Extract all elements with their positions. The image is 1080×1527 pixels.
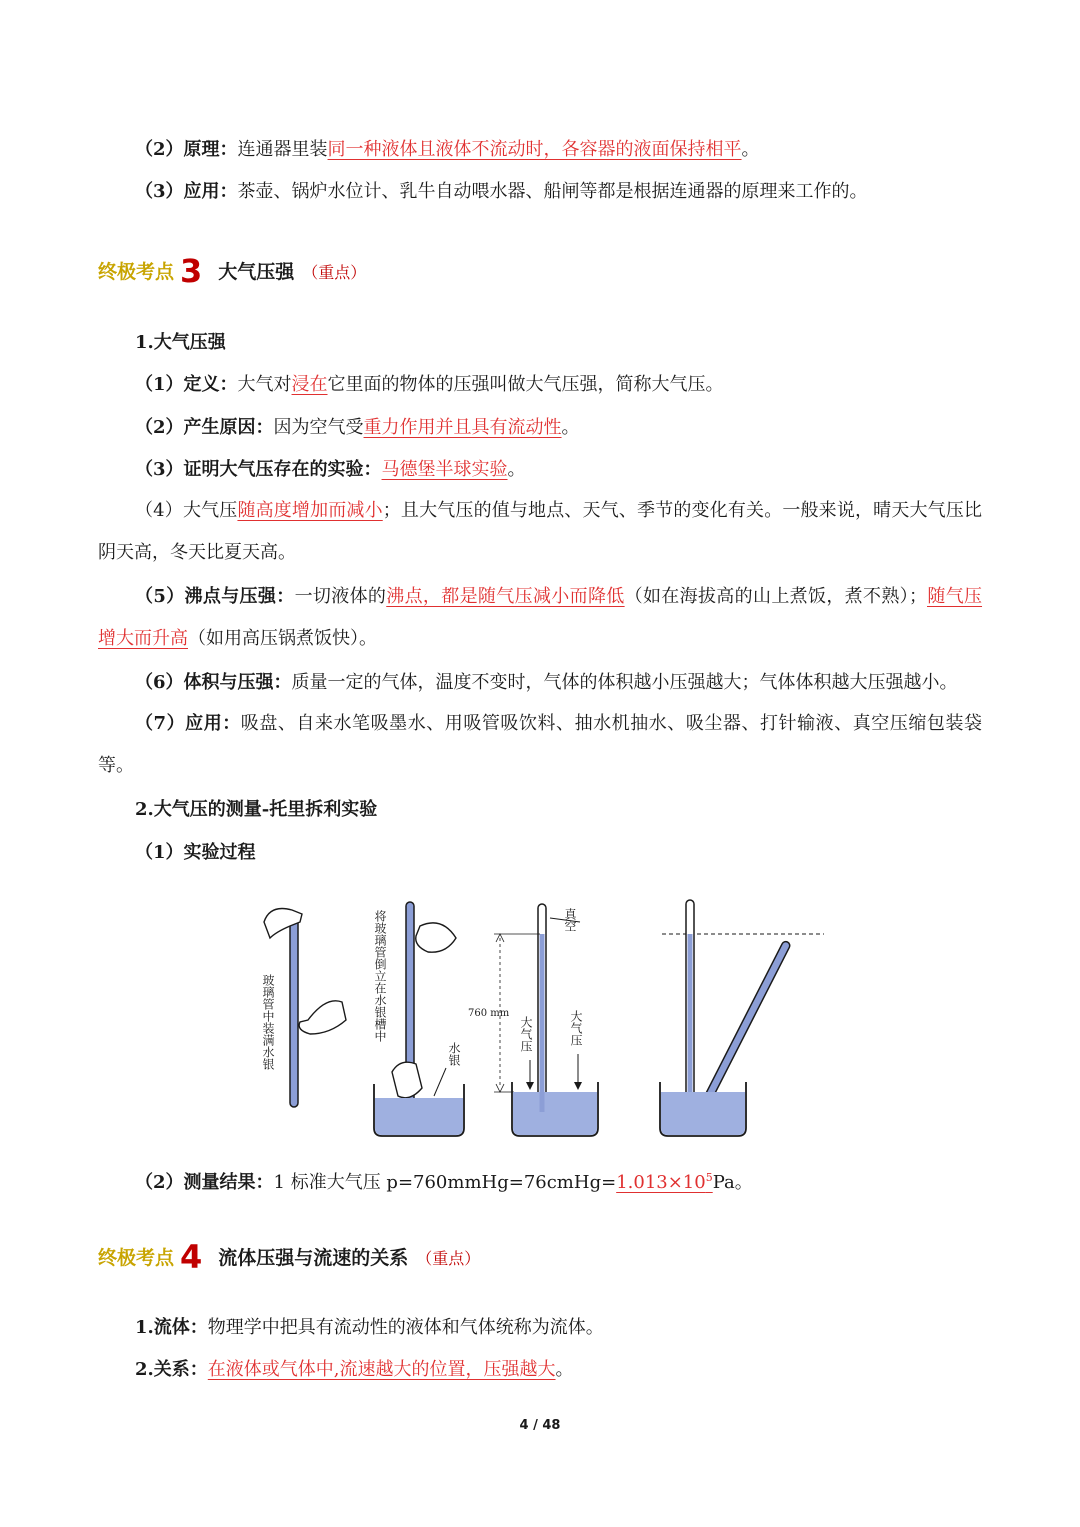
measurement-result (98, 1165, 982, 1196)
subheading-torricelli: 2.大气压的测量-托里拆利实验 (135, 799, 378, 820)
panel-measure (468, 904, 598, 1136)
definition-highlight: 浸在 (291, 374, 328, 395)
panel-fill (261, 909, 346, 1108)
section3-number: 3 (180, 252, 203, 290)
item-altitude (98, 490, 982, 574)
fluid-label: 1.流体： (135, 1317, 208, 1338)
vacuum-label: 真空 (563, 908, 577, 932)
section4-heading (98, 1234, 480, 1274)
tube-tilted-group (699, 940, 791, 1111)
section3-note: （重点） (302, 263, 367, 282)
altitude-highlight: 随高度增加而减小 (237, 500, 383, 521)
principle-line (98, 137, 982, 163)
boiling-highlight-2: 随气压增大而升高 (98, 586, 983, 649)
proof-post: 。 (507, 459, 526, 480)
panel-invert (373, 902, 464, 1136)
experiment-process-label: （1）实验过程 (135, 842, 256, 863)
result-post: Pa。 (712, 1172, 753, 1193)
cause-post: 。 (561, 417, 580, 438)
hand-upper-icon (416, 923, 456, 952)
fluid-definition (98, 1315, 982, 1341)
fluid-text: 物理学中把具有流动性的液体和气体统称为流体。 (207, 1317, 604, 1338)
mercury-4 (661, 1092, 745, 1135)
mercury-vertical (688, 934, 693, 1110)
result-exponent: 5 (705, 1171, 713, 1184)
section4-prefix: 终极考点 (98, 1247, 175, 1269)
tube-full (290, 912, 298, 1107)
altitude-post: ；且大气压的值与地点、天气、季节的变化有关。一般来说，晴天大气压比阴天高，冬天比夏天高。 (98, 500, 982, 563)
volume-label: （6）体积与压强： (135, 672, 292, 693)
boiling-mid: （如在海拔高的山上煮饭，煮不熟）； (624, 586, 928, 607)
uses-label: （7）应用： (135, 713, 241, 734)
section3-heading (98, 248, 366, 288)
mercury-column-bottom (540, 1092, 545, 1112)
item-volume (98, 670, 982, 696)
volume-text: 质量一定的气体，温度不变时，气体的体积越小压强越大；气体体积越大压强越小。 (291, 672, 958, 693)
definition-post: 它里面的物体的压强叫做大气压强，简称大气压。 (327, 374, 724, 395)
relation-post: 。 (555, 1359, 574, 1380)
mercury-label: 水银 (447, 1042, 461, 1066)
tube-tilted (699, 940, 791, 1111)
hand-bottom-icon (299, 1001, 346, 1034)
cause-pre: 因为空气受 (273, 417, 364, 438)
result-highlight (616, 1172, 713, 1193)
atm-arrowhead-right (574, 1082, 582, 1090)
definition-pre: 大气对 (237, 374, 292, 395)
principle-end: 。 (741, 139, 760, 160)
mercury-3 (513, 1092, 597, 1135)
cause-label: （2）产生原因： (135, 417, 274, 438)
proof-label: （3）证明大气压存在的实验： (135, 459, 382, 480)
page-number: 4 / 48 (519, 1418, 561, 1433)
definition-label: （1）定义： (135, 374, 238, 395)
uses-text: 吸盘、自来水笔吸墨水、用吸管吸饮料、抽水机抽水、吸尘器、打针输液、真空压缩包装袋等。 (98, 713, 982, 776)
boiling-post: （如用高压锅煮饭快）。 (188, 628, 377, 649)
subheading-atm: 1.大气压强 (135, 332, 226, 353)
hand-dip-icon (392, 1062, 422, 1098)
result-value: 1.013×10 (616, 1172, 706, 1193)
atm-label-right: 大气压 (569, 1010, 583, 1046)
application-label: （3）应用： (135, 181, 238, 202)
principle-label: （2）原理： (135, 139, 238, 160)
item-uses (98, 703, 982, 787)
altitude-pre: （4）大气压 (135, 500, 238, 521)
section4-note: （重点） (416, 1249, 481, 1268)
cause-highlight: 重力作用并且具有流动性 (363, 417, 562, 438)
boiling-highlight-1: 沸点，都是随气压减小而降低 (386, 586, 625, 607)
proof-highlight: 马德堡半球实验 (381, 459, 508, 480)
item-cause (98, 415, 982, 441)
fill-label: 玻璃管中装满水银 (261, 974, 275, 1070)
mercury-2 (375, 1098, 463, 1135)
relation-label: 2.关系： (135, 1359, 208, 1380)
section3-prefix: 终极考点 (98, 261, 175, 283)
principle-highlight: 同一种液体且液体不流动时，各容器的液面保持相平 (327, 139, 742, 160)
result-label: （2）测量结果： (135, 1172, 274, 1193)
result-pre: 1 标准大气压 p=760mmHg=76cmHg= (273, 1172, 617, 1193)
invert-label: 将玻璃管倒立在水银槽中 (373, 910, 387, 1042)
application-text: 茶壶、锅炉水位计、乳牛自动喂水器、船闸等都是根据连通器的原理来工作的。 (237, 181, 868, 202)
principle-text: 连通器里装 (237, 139, 328, 160)
torricelli-figure (250, 892, 830, 1142)
item-proof (98, 457, 982, 483)
mercury-column (540, 934, 545, 1104)
section4-title: 流体压强与流速的关系 (218, 1247, 409, 1269)
atm-arrowhead-left (526, 1082, 534, 1090)
atm-label-left: 大气压 (519, 1016, 533, 1052)
boiling-pre: 一切液体的 (294, 586, 387, 607)
item-boiling (98, 576, 982, 660)
section3-title: 大气压强 (218, 261, 295, 283)
fluid-relation (98, 1357, 982, 1383)
boiling-label: （5）沸点与压强： (135, 586, 295, 607)
panel-tilt (660, 900, 824, 1136)
relation-highlight: 在液体或气体中,流速越大的位置，压强越大 (207, 1359, 556, 1380)
application-line (98, 179, 982, 205)
item-definition (98, 372, 982, 398)
section4-number: 4 (180, 1238, 203, 1276)
mercury-pointer (434, 1068, 446, 1096)
height-label: 760 mm (468, 1008, 510, 1019)
